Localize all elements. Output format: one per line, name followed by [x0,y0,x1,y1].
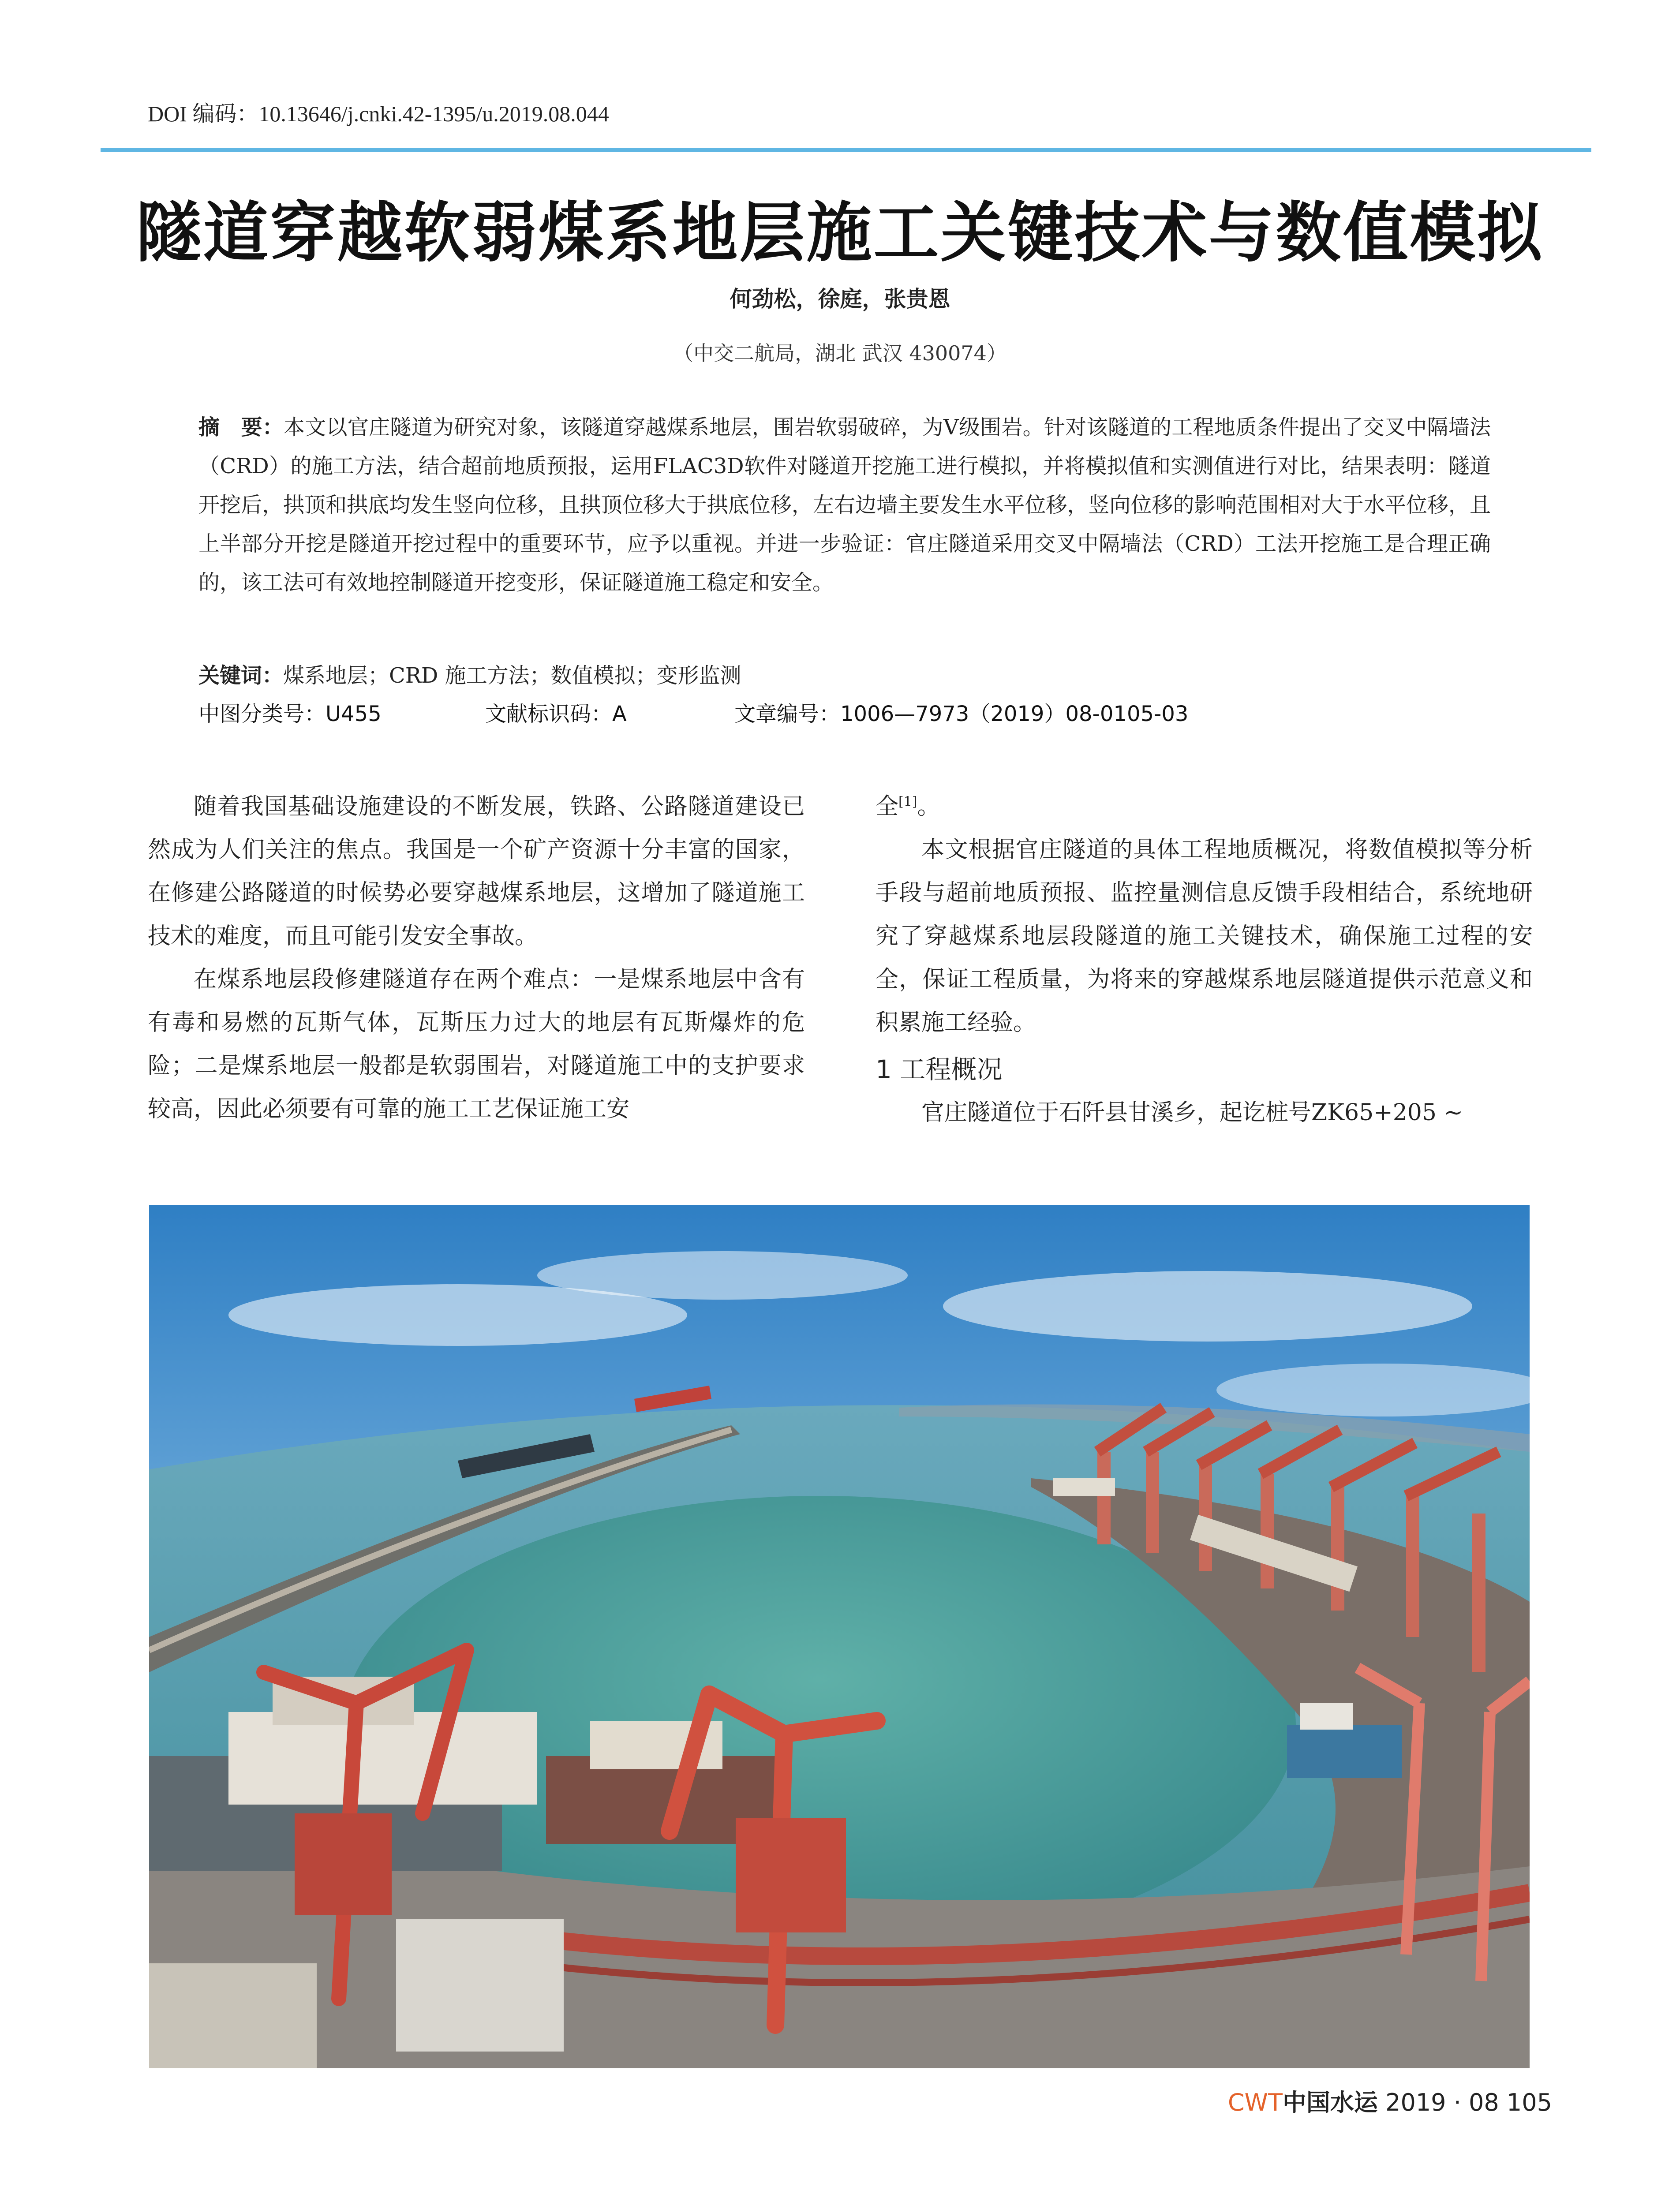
keywords-text: 煤系地层；CRD 施工方法；数值模拟；变形监测 [283,663,741,688]
paragraph: 官庄隧道位于石阡县甘溪乡，起讫桩号ZK65+205 ~ [921,1099,1463,1126]
keywords [198,656,1491,695]
document-code: 文献标识码：A [485,702,627,726]
doi-line: DOI 编码：10.13646/j.cnki.42-1395/u.2019.08.044 [148,101,609,126]
continued-text: 全 [876,793,899,820]
abstract-text: 本文以官庄隧道为研究对象，该隧道穿越煤系地层，围岩软弱破碎，为V级围岩。针对该隧道的工程地质条件提出了交叉中隔墙法（CRD）的施工方法，结合超前地质预报，运用FLAC3D软件对隧道开挖施工进行模拟，并将模拟值和实测值进行对比，结果表明：隧道开挖后，拱顶和拱底均发生竖向位移，且拱顶位移大于拱底位移，左右边墙主要发生水平位移，竖向位移的影响范围相对大于水平位移，且上半部分开挖是隧道开挖过程中的重要环节，应予以重视。并进一步验证：官庄隧道采用交叉中隔墙法（CRD）工法开挖施工是合理正确的，该工法可有效地控制隧道开挖变形，保证隧道施工稳定和安全。 [198,415,1491,595]
paragraph-continued [876,785,1533,828]
authors: 何劲松，徐庭，张贵恩 [730,286,950,312]
journal-name: 中国水运 [1282,2089,1378,2116]
issue-number: 2019 · 08 [1385,2089,1499,2116]
port-photo-illustration [149,1205,1530,2068]
continued-end: 。 [917,793,940,820]
journal-brand: CWT [1227,2089,1283,2116]
paragraph: 随着我国基础设施建设的不断发展，铁路、公路隧道建设已然成为人们关注的焦点。我国是一个矿产资源十分丰富的国家，在修建公路隧道的时候势必要穿越煤系地层，这增加了隧道施工技术的难度，而且可能引发安全事故。 [148,793,805,949]
paragraph: 在煤系地层段修建隧道存在两个难点：一是煤系地层中含有有毒和易燃的瓦斯气体，瓦斯压力过大的地层有瓦斯爆炸的危险；二是煤系地层一般都是软弱围岩，对隧道施工中的支护要求较高，因此必须要有可靠的施工工艺保证施工安 [148,966,805,1122]
abstract-label: 摘 要： [198,415,284,440]
port-photo [149,1205,1530,2068]
body-column-left [148,785,805,1131]
page-number: 105 [1506,2089,1552,2116]
body-column-right [876,785,1533,1134]
abstract [198,408,1491,602]
affiliation: （中交二航局，湖北 武汉 430074） [673,341,1007,365]
clc-number: 中图分类号：U455 [198,702,382,726]
citation: [1] [898,794,917,810]
page-footer [1228,2084,1552,2118]
header-rule [101,148,1591,152]
paragraph: 本文根据官庄隧道的具体工程地质概况，将数值模拟等分析手段与超前地质预报、监控量测信息反馈手段相结合，系统地研究了穿越煤系地层段隧道的施工关键技术，确保施工过程的安全，保证工程质量，为将来的穿越煤系地层隧道提供示范意义和积累施工经验。 [876,837,1533,1036]
paper-title: 隧道穿越软弱煤系地层施工关键技术与数值模拟 [136,195,1544,271]
keywords-label: 关键词： [198,663,284,688]
section-heading: 1 工程概况 [876,1054,1003,1084]
article-number: 文章编号：1006—7973（2019）08-0105-03 [734,702,1189,726]
